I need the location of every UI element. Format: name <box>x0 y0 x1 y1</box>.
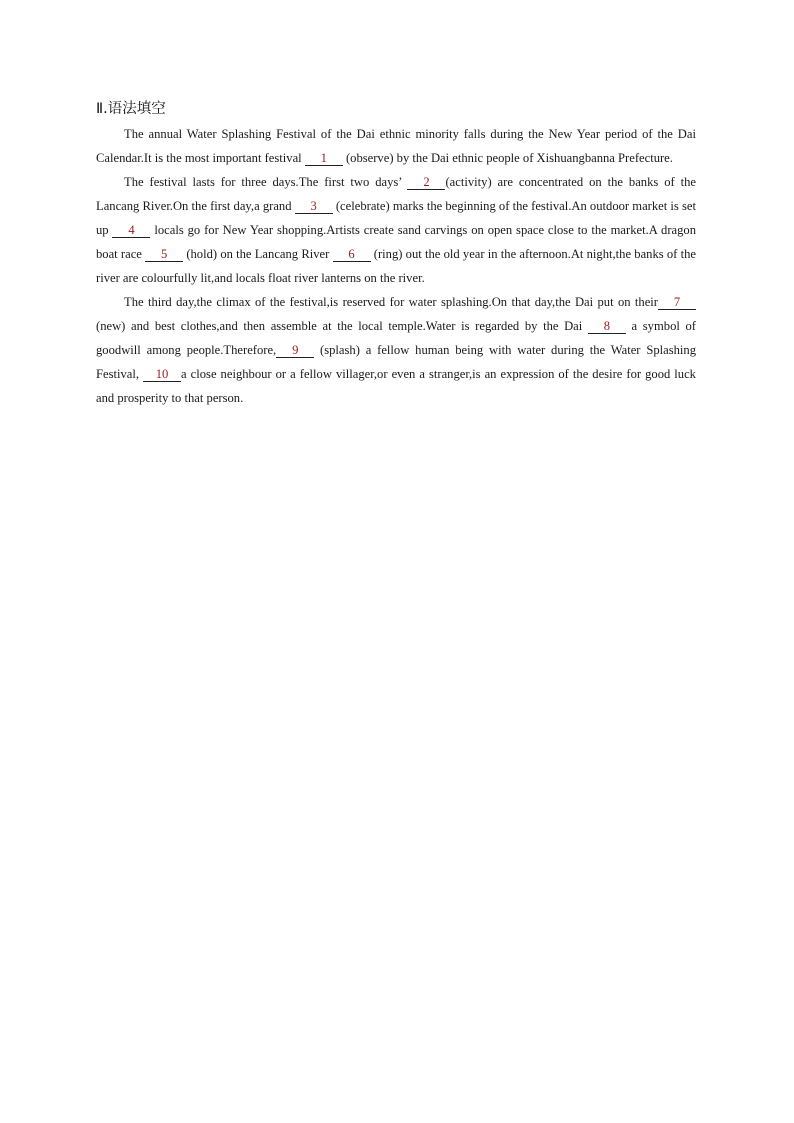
passage-text: a symbol of goodwill among people.Therefore, <box>96 319 696 357</box>
passage-text: (celebrate) marks the beginning of the festival.An outdoor market is set up <box>96 199 696 237</box>
passage-text: The annual Water Splashing Festival of the Dai ethnic minority falls during the New Year period of the Dai Calendar.It is the most important festival <box>96 127 696 165</box>
passage-text: (observe) by the Dai ethnic people of Xishuangbanna Prefecture. <box>342 151 673 165</box>
section-title: Ⅱ.语法填空 <box>96 101 166 117</box>
answer-blank-3[interactable]: 3 <box>295 199 333 214</box>
passage-text: (new) and best clothes,and then assemble at the local temple.Water is regarded by the Dai <box>96 319 588 333</box>
answer-blank-7[interactable]: 7 <box>658 295 696 310</box>
passage-text: (activity) are concentrated on the banks of the Lancang River.On the first day,a grand <box>96 175 696 213</box>
answer-blank-5[interactable]: 5 <box>145 247 183 262</box>
answer-blank-4[interactable]: 4 <box>112 223 150 238</box>
answer-blank-6[interactable]: 6 <box>333 247 371 262</box>
passage-text: The third day,the climax of the festival,is reserved for water splashing.On that day,the Dai put on their <box>124 295 658 309</box>
passage-text: (hold) on the Lancang River <box>183 247 333 261</box>
answer-blank-9[interactable]: 9 <box>276 343 314 358</box>
passage-text: (splash) a fellow human being with water during the Water Splashing Festival, <box>96 343 696 381</box>
passage-text: locals go for New Year shopping.Artists create sand carvings on open space close to the market.A dragon boat race <box>96 223 696 261</box>
answer-blank-10[interactable]: 10 <box>143 367 181 382</box>
passage-paragraph <box>96 170 696 290</box>
passage-text: (ring) out the old year in the afternoon.At night,the banks of the river are colourfully lit,and locals float river lanterns on the river. <box>96 247 696 285</box>
cloze-passage <box>96 122 696 410</box>
answer-blank-1[interactable]: 1 <box>305 151 343 166</box>
passage-text: a close neighbour or a fellow villager,or even a stranger,is an expression of the desire for good luck and prosperity to that person. <box>96 367 696 405</box>
answer-blank-2[interactable]: 2 <box>407 175 445 190</box>
answer-blank-8[interactable]: 8 <box>588 319 626 334</box>
passage-paragraph <box>96 122 696 170</box>
passage-text: The festival lasts for three days.The first two days’ <box>124 175 408 189</box>
passage-paragraph <box>96 290 696 410</box>
worksheet-page <box>96 98 696 410</box>
